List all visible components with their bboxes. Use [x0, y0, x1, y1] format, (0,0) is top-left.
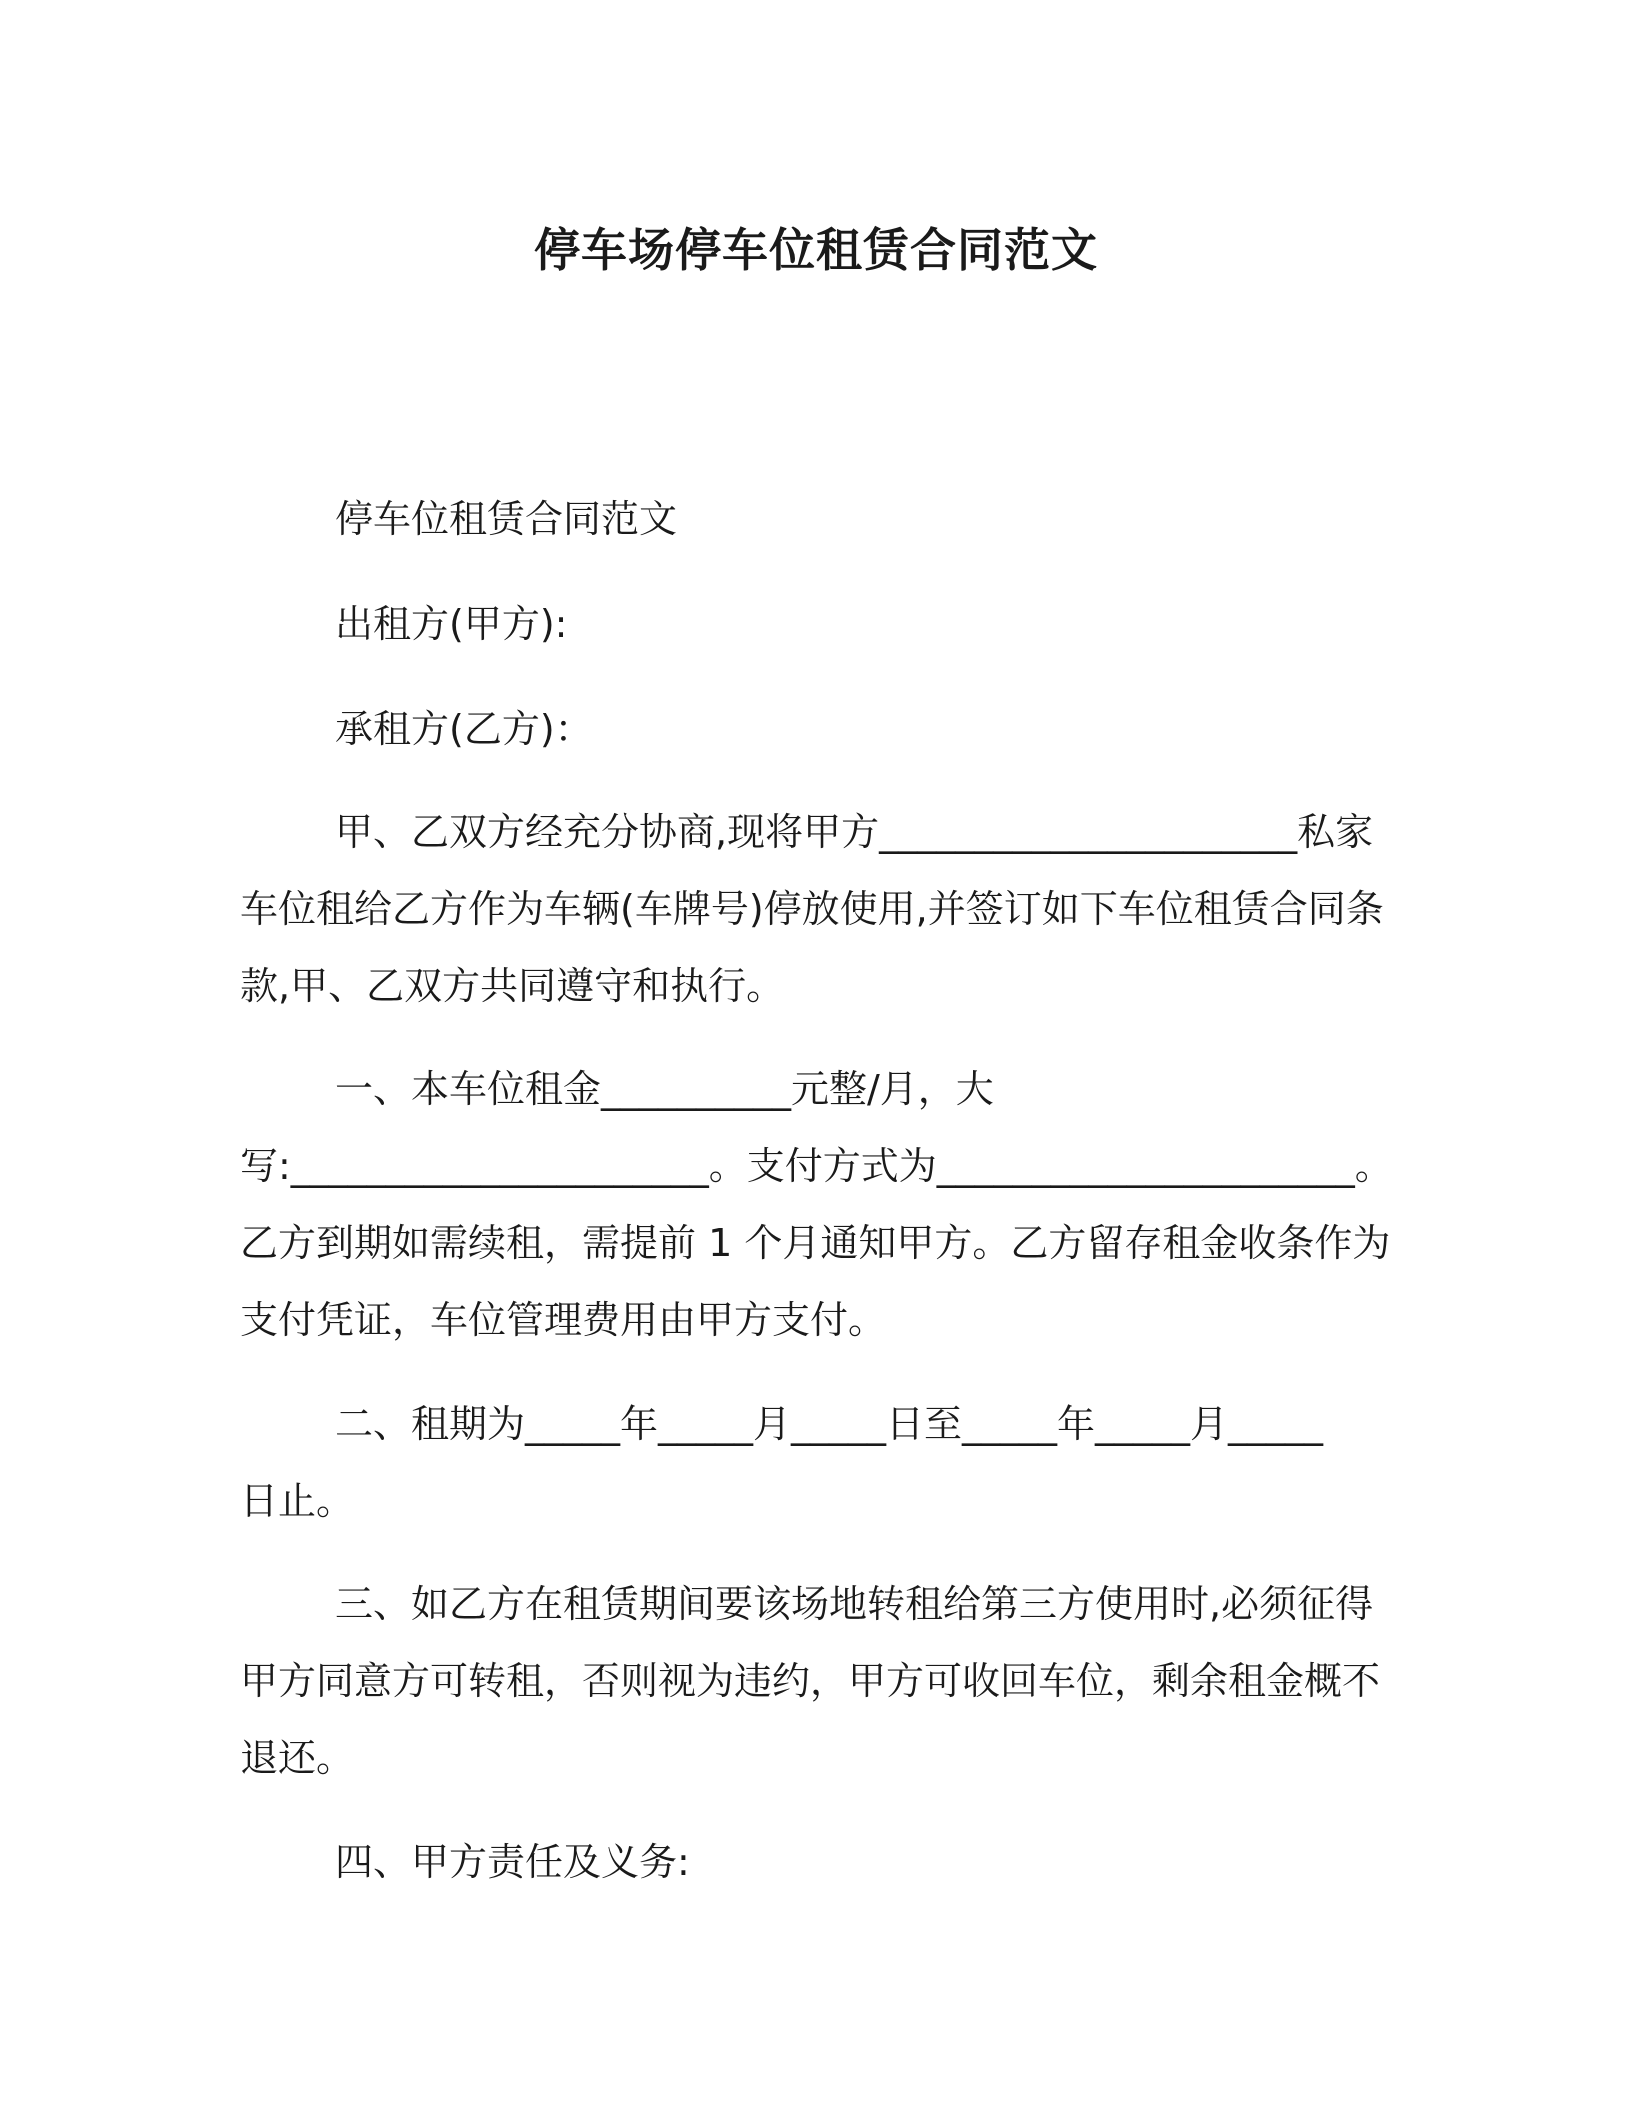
clause-one-line: 一、本车位租金__________元整/月，大	[335, 1067, 994, 1111]
paragraph-line: 日止。	[240, 1479, 355, 1523]
paragraph-line: 支付凭证，车位管理费用由甲方支付。	[240, 1298, 887, 1342]
paragraph-line: 写:______________________。支付方式为______________________。	[240, 1144, 1393, 1188]
clause-two-line: 二、租期为_____年_____月_____日至_____年_____月_____	[335, 1402, 1324, 1446]
lessee-line: 承租方(乙方)：	[335, 707, 593, 751]
paragraph-line: 退还。	[240, 1736, 355, 1780]
clause-four-line: 四、甲方责任及义务:	[335, 1840, 690, 1884]
paragraph-line: 乙方到期如需续租，需提前 1 个月通知甲方。乙方留存租金收条作为	[240, 1221, 1391, 1265]
document-title: 停车场停车位租赁合同范文	[534, 223, 1098, 277]
clause-three-line: 三、如乙方在租赁期间要该场地转租给第三方使用时,必须征得	[335, 1582, 1374, 1626]
paragraph-line: 车位租给乙方作为车辆(车牌号)停放使用,并签订如下车位租赁合同条	[240, 887, 1384, 931]
paragraph-line: 甲、乙双方经充分协商,现将甲方______________________私家	[335, 810, 1374, 854]
paragraph-line: 甲方同意方可转租，否则视为违约，甲方可收回车位，剩余租金概不	[240, 1659, 1381, 1703]
lessor-line: 出租方(甲方):	[335, 602, 568, 646]
paragraph-line: 款,甲、乙双方共同遵守和执行。	[240, 964, 785, 1008]
subtitle-line: 停车位租赁合同范文	[335, 497, 678, 541]
